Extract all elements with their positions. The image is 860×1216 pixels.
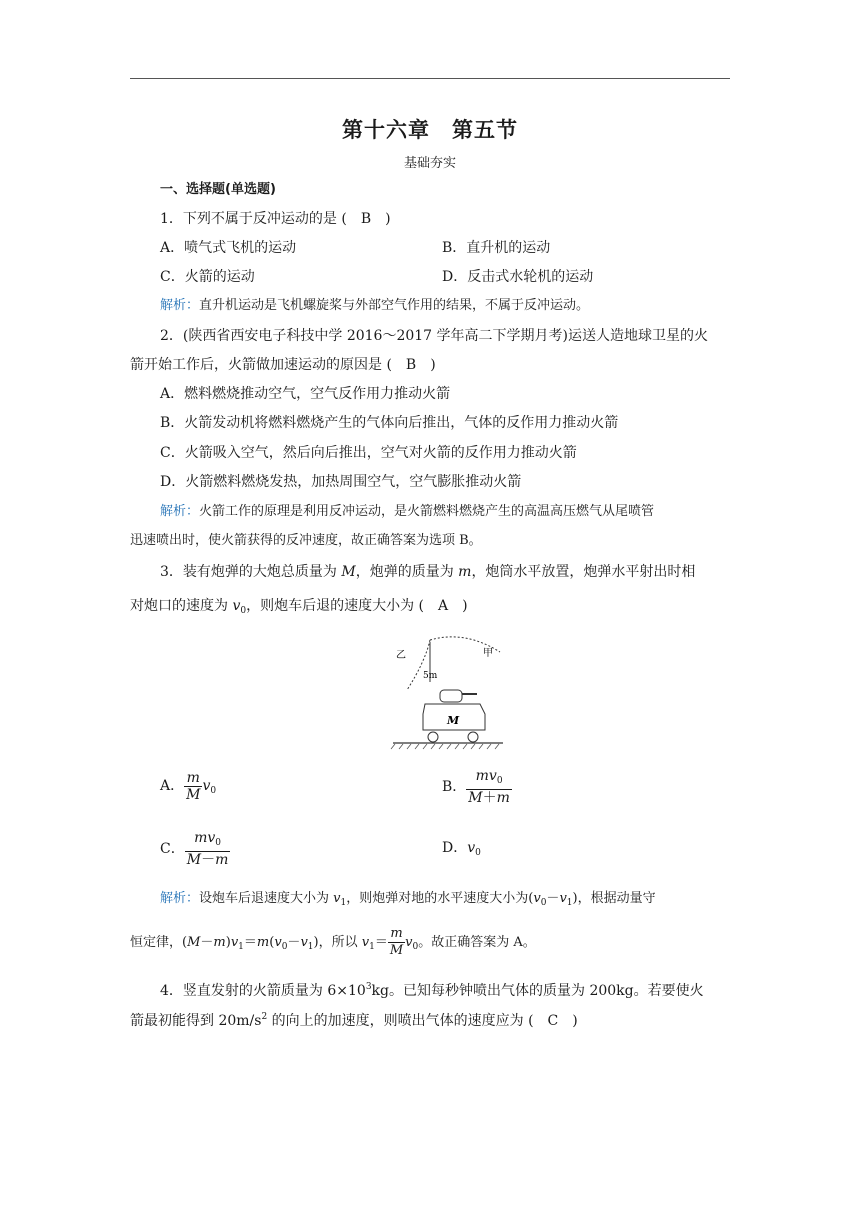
q2-stem-line2: 箭开始工作后，火箭做加速运动的原因是 ( B ): [130, 357, 436, 373]
q3-stem-line2: 对炮口的速度为 $v_0$，则炮车后退的速度大小为 ( A ): [130, 598, 468, 616]
analysis-text: 直升机运动是飞机螺旋桨与外部空气作用的结果，不属于反冲运动。: [199, 298, 590, 313]
q4-stem-line2: 箭最初能得到 $20m/s^2$ 的向上的加速度，则喷出气体的速度应为 ( C ): [130, 1012, 578, 1029]
analysis-label: 解析：: [160, 891, 200, 906]
q3-analysis-line2: 恒定律，$(M-m)v_1=m(v_0-v_1)$，所以 $v_1=$ $\frac{m}{M}$ $v_0$。故正确答案为 A。: [130, 926, 536, 958]
label-jia: 甲: [483, 648, 493, 659]
wheel-left: [428, 732, 438, 742]
analysis-text: 火箭工作的原理是利用反冲运动，是火箭燃料燃烧产生的高温高压燃气从尾喷管: [199, 504, 655, 519]
q1-option-d: D．反击式水轮机的运动: [442, 269, 594, 285]
header-rule: [130, 78, 730, 79]
ground-hatching: [391, 744, 499, 749]
cannon-cart-figure: [385, 632, 505, 752]
page-subtitle: 基础夯实: [403, 156, 456, 171]
q2-option-d: D．火箭燃料燃烧发热，加热周围空气，空气膨胀推动火箭: [160, 474, 522, 490]
q2-option-a: A．燃料燃烧推动空气，空气反作用力推动火箭: [160, 386, 451, 402]
q1-analysis: [160, 296, 589, 316]
cannon-turret: [440, 690, 462, 702]
q1-option-c: C．火箭的运动: [160, 269, 255, 285]
q2-analysis-line2: 迅速喷出时，使火箭获得的反冲速度，故正确答案为选项 B。: [130, 533, 482, 548]
q3-option-d: D．$v_0$: [442, 840, 481, 858]
q3-analysis-line1: 解析：设炮车后退速度大小为 $v_1$，则炮弹对地的水平速度大小为$(v_0-v_1)$，根据动量守: [160, 891, 656, 908]
q2-analysis-line1: [160, 502, 654, 522]
label-cart-mass: M: [447, 714, 460, 727]
q2-option-b: B．火箭发动机将燃料燃烧产生的气体向后推出，气体的反作用力推动火箭: [160, 415, 619, 431]
trajectory-left: [407, 640, 430, 690]
page-title: 第十六章 第五节: [342, 118, 518, 142]
q3-option-c: C． $\frac{mv_0}{M-m}$: [160, 830, 229, 868]
q2-stem-line1: 2．(陕西省西安电子科技中学 2016～2017 学年高二下学期月考)运送人造地球卫星的火: [160, 328, 708, 344]
q3-option-a: A． $\frac{m}{M}$ $v_0$: [160, 769, 217, 803]
analysis-label: 解析：: [160, 504, 200, 519]
q3-stem-line1: 3．装有炮弹的大炮总质量为 M，炮弹的质量为 m，炮筒水平放置，炮弹水平射出时相: [160, 564, 696, 580]
label-height: 5m: [423, 671, 438, 681]
wheel-right: [468, 732, 478, 742]
q1-option-b: B．直升机的运动: [442, 240, 551, 256]
q1-stem: 1．下列不属于反冲运动的是 ( B ): [160, 211, 391, 227]
label-yi: 乙: [396, 650, 406, 661]
q4-stem-line1: 4．竖直发射的火箭质量为 $6\times 10^3kg$。已知每秒钟喷出气体的质量为 200kg。若要使火: [160, 982, 704, 999]
section-heading: 一、选择题(单选题): [160, 182, 276, 197]
q2-option-c: C．火箭吸入空气，然后向后推出，空气对火箭的反作用力推动火箭: [160, 445, 577, 461]
analysis-label: 解析：: [160, 298, 200, 313]
q1-option-a: A．喷气式飞机的运动: [160, 240, 297, 256]
q3-option-b: B． $\frac{mv_0}{M+m}$: [442, 768, 510, 806]
